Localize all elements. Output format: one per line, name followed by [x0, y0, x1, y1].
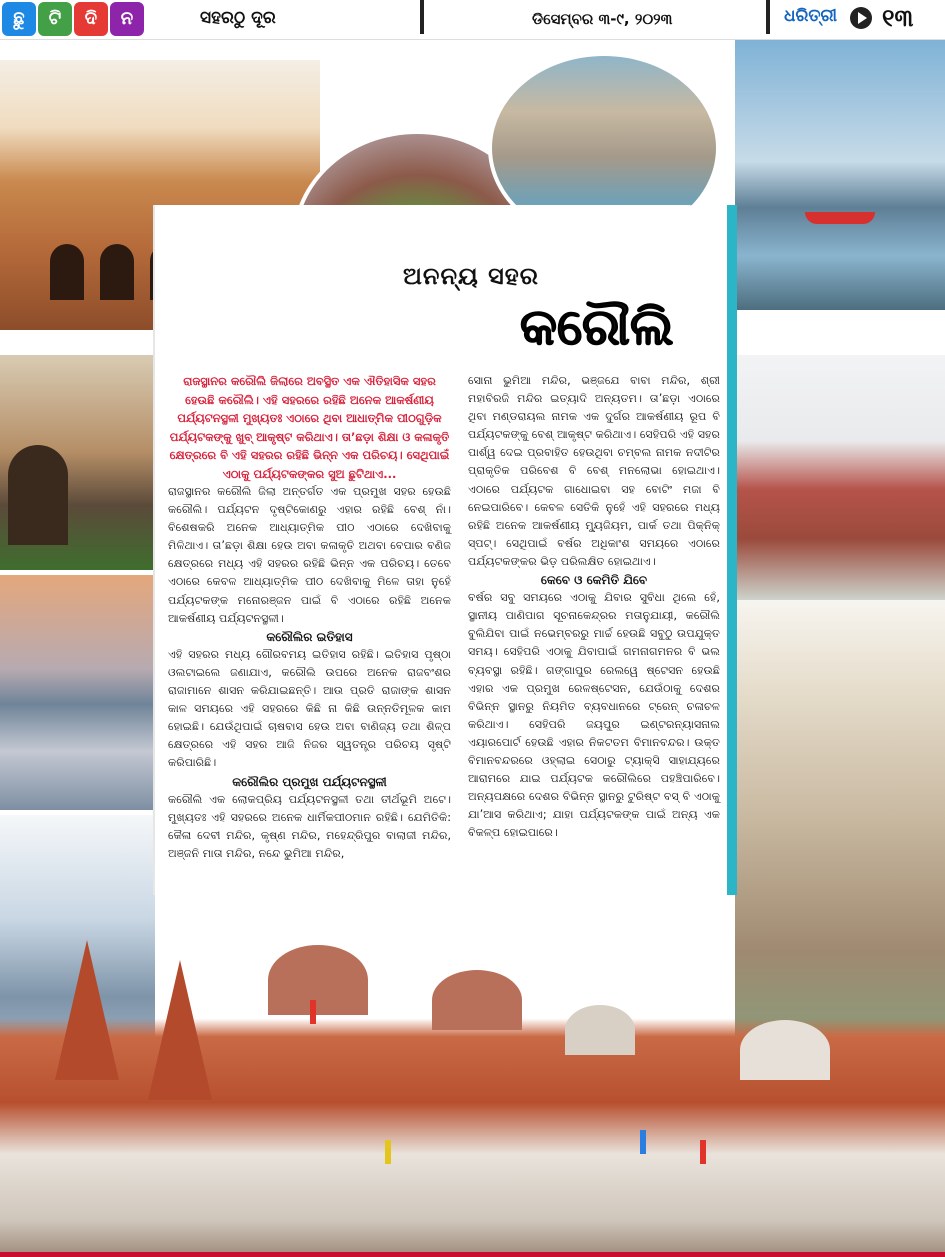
chhatri-photo [735, 355, 945, 600]
publication-logo: ଧରିତ୍ରୀ [784, 6, 838, 26]
article-paragraph: ରାଜସ୍ଥାନର କରୌଲି ଜିଲା ଅନ୍ତର୍ଗତ ଏକ ପ୍ରମୁଖ ସହର ହେଉଛି କରୌଲି। ପର୍ଯ୍ୟଟନ ଦୃଷ୍ଟିକୋଣରୁ ଏହାର ରହିଛି ବେଶ୍ ନାଁ। ବିଶେଷକରି ଅନେକ ଆଧ୍ୟାତ୍ମିକ ପୀଠ ଏଠାରେ ଦେଖିବାକୁ ମିଳିଥାଏ। ତା’ଛଡ଼ା ଶିକ୍ଷା ହେଉ ଅବା କଳାକୃତି ଅଥବା ବେପାର ବଣିଜ କ୍ଷେତ୍ରରେ ମଧ୍ୟ ଏହି ସହରର ରହିଛି ଭିନ୍ନ ଏକ ପରିଚୟ। ତେବେ ଏଠାରେ କେବଳ ଆଧ୍ୟାତ୍ମିକ ପୀଠ ଦେଖିବାକୁ ମିଳେ ତାହା ନୁହେଁ ପର୍ଯ୍ୟଟକଙ୍କ ମନୋରଞ୍ଜନ ପାଇଁ ବି ଏଠାରେ ରହିଛି ଅନେକ ଆକର୍ଷଣୀୟ ପର୍ଯ୍ୟଟନସ୍ଥଳୀ। [168, 485, 451, 625]
temple-spire [55, 940, 119, 1080]
article-paragraph: ବର୍ଷର ସବୁ ସମୟରେ ଏଠାକୁ ଯିବାର ସୁବିଧା ଥିଲେ ହେଁ, ସ୍ଥାନୀୟ ପାଣିପାଗ ସୂଚନାକେନ୍ଦ୍ରର ମତାନୁଯାୟୀ, କରୌଲି ବୁଲିଯିବା ପାଇଁ ନଭେମ୍ବରରୁ ମାର୍ଚ୍ଚ ହେଉଛି ସବୁଠୁ ଉପଯୁକ୍ତ ସମୟ। ସେହିପରି ଏଠାକୁ ଯିବାପାଇଁ ଗମନାଗମନର ବି ଭଲ ବ୍ୟବସ୍ଥା ରହିଛି। ଗଙ୍ଗାପୁର ରେଲୱେ ଷ୍ଟେସନ ହେଉଛି ଏହାର ଏକ ପ୍ରମୁଖ ରେଳଷ୍ଟେସନ, ଯେଉଁଠାକୁ ଦେଶର ବିଭିନ୍ନ ସ୍ଥାନରୁ ନିୟମିତ ବ୍ୟବଧାନରେ ଟ୍ରେନ୍ ଚଳାଚଳ କରିଥାଏ। ସେହିପରି ଜୟପୁର ଇଣ୍ଟରନ୍ୟାସନାଲ ଏୟାରପୋର୍ଟ ହେଉଛି ଏହାର ନିକଟତମ ବିମାନବନ୍ଦର। ଉକ୍ତ ବିମାନବନ୍ଦରରେ ଓହ୍ଲାଇ ସେଠାରୁ ଟ୍ୟାକ୍ସି ସାହାଯ୍ୟରେ ଆରାମରେ ଯାଇ ପର୍ଯ୍ୟଟକ କରୌଲିରେ ପହଞ୍ଚିପାରିବେ। ଅନ୍ୟପକ୍ଷରେ ଦେଶର ବିଭିନ୍ନ ସ୍ଥାନରୁ ଟୁରିଷ୍ଟ ବସ୍ ବି ଏଠାକୁ ଯା’ଆସ କରିଥାଏ; ଯାହା ପର୍ଯ୍ୟଟକଙ୍କ ପାଇଁ ଅନ୍ୟ ଏକ ବିକଳ୍ପ ହୋଇପାରେ। [468, 591, 720, 840]
subheading-history: କରୌଲିର ଇତିହାସ [266, 629, 353, 644]
issue-date: ଡିସେମ୍ବର ୩-୯, ୨୦୨୩ [532, 10, 673, 28]
article-paragraph: ସୋନା ଭୁମିଆ ମନ୍ଦିର, ଭଞ୍ଜଯେ ବାବା ମନ୍ଦିର, ଶ୍ରୀ ମହାବିରଜି ମନ୍ଦିର ଇତ୍ୟାଦି ଅନ୍ୟତମ। ତା’ଛଡ଼ା ଏଠାରେ ଥିବା ମଣ୍ଡରାୟଲ ନାମକ ଏକ ଦୁର୍ଗର ଆକର୍ଷଣୀୟ ରୂପ ବି ପର୍ଯ୍ୟଟକଙ୍କୁ ବେଶ୍ ଆକୃଷ୍ଟ କରିଥାଏ। ସେହିପରି ଏହି ସହର ପାର୍ଶ୍ୱ ଦେଇ ପ୍ରବାହିତ ହେଉଥିବା ଚମ୍ବଲ ନାମକ ନଦୀଟିର ପ୍ରାକୃତିକ ପରିବେଶ ବି ବେଶ୍ ମନଲୋଭା ହୋଇଥାଏ। ଏଠାରେ ପର୍ଯ୍ୟଟକ ଗାଧୋଇବା ସହ ବୋଟିଂ ମଜା ବି ନେଇପାରିବେ। କେବଳ ସେତିକି ନୁହେଁ ଏହି ସହରରେ ମଧ୍ୟ ରହିଛି ଅନେକ ଆକର୍ଷଣୀୟ ମ୍ୟୁଜିୟମ, ପାର୍କ ତଥା ପିକ୍‌ନିକ୍ ସ୍ପଟ୍। ସେଥିପାଇଁ ବର୍ଷର ଅଧିକାଂଶ ସମୟରେ ଏଠାରେ ପର୍ଯ୍ୟଟକଙ୍କର ଭିଡ଼ ପରିଲକ୍ଷିତ ହୋଇଥାଏ। [468, 374, 720, 568]
arch-photo-left [0, 355, 155, 570]
temple-spire [148, 960, 212, 1100]
temple-dome [268, 945, 368, 1015]
article-paragraph: ଏହି ସହରର ମଧ୍ୟ ଗୌରବମୟ ଇତିହାସ ରହିଛି। ଇତିହାସ ପୃଷ୍ଠା ଓଲଟାଇଲେ ଜଣାଯାଏ, କରୌଲି ଉପରେ ଅନେକ ରାଜବଂଶର ରାଜାମାନେ ଶାସନ କରିଯାଇଛନ୍ତି। ଆଉ ପ୍ରତି ରାଜାଙ୍କ ଶାସନ କାଳ ସମୟରେ ଏହି ସହରରେ କିଛି ନା କିଛି ଉନ୍ନତିମୂଳକ କାମ ହୋଇଛି। ଯେଉଁଥିପାଇଁ ଚାଷବାସ ହେଉ ଅବା ବାଣିଜ୍ୟ ତଥା ଶିଳ୍ପ କ୍ଷେତ୍ରରେ ଏହି ସହର ଆଜି ନିଜର ସ୍ୱତନ୍ତ୍ର ପରିଚୟ ସୃଷ୍ଟି କରିପାରିଛି। [168, 647, 451, 770]
brand-letter-1: ଛୁ [2, 2, 36, 36]
article-column-2 [468, 372, 720, 842]
page-number: ୧୩ [882, 4, 914, 32]
subheading-attractions: କରୌଲିର ପ୍ରମୁଖ ପର୍ଯ୍ୟଟନସ୍ଥଳୀ [232, 774, 387, 789]
temple-photo [0, 890, 945, 1257]
temple-dome [432, 970, 522, 1030]
boat-shape [805, 212, 875, 224]
footer-rule [0, 1252, 945, 1257]
page-header [0, 0, 945, 40]
temple-dome [565, 1005, 635, 1055]
lake-photo-right [735, 40, 945, 310]
article-paragraph: କରୌଲି ଏକ ଲୋକପ୍ରିୟ ପର୍ଯ୍ୟଟନସ୍ଥଳୀ ତଥା ତୀର୍ଥଭୂମି ଅଟେ। ମୁଖ୍ୟତଃ ଏହି ସହରରେ ଅନେକ ଧାର୍ମିକପୀଠମାନ ରହିଛି। ଯେମିତିକି: କୈଳା ଦେବୀ ମନ୍ଦିର, କୃଷ୍ଣ ମନ୍ଦିର, ମହେନ୍ଦ୍ରିପୁର ବାଲାଜୀ ମନ୍ଦିର, ଅଞ୍ଜନି ମାତା ମନ୍ଦିର, ନନ୍ଦେ ଭୁମିଆ ମନ୍ଦିର, [168, 792, 451, 860]
subheading-how-to-go: କେବେ ଓ କେମିତି ଯିବେ [540, 573, 648, 588]
article-title: କରୌଲି [520, 298, 674, 356]
sunset-lake-photo [0, 575, 155, 810]
article-kicker: ଅନନ୍ୟ ସହର [403, 262, 539, 290]
brand-letter-4: ନ [110, 2, 144, 36]
article-lead: ରାଜସ୍ଥାନର କରୌଲି ଜିଲାରେ ଅବସ୍ଥିତ ଏକ ଐତିହାସିକ ସହର ହେଉଛି କରୌଲି। ଏହି ସହରରେ ରହିଛି ଅନେକ ଆକର୍ଷଣୀୟ ପର୍ଯ୍ୟଟନସ୍ଥଳୀ ମୁଖ୍ୟତଃ ଏଠାରେ ଥିବା ଆଧାତ୍ମିକ ପୀଠଗୁଡ଼ିକ ପର୍ଯ୍ୟଟକଙ୍କୁ ଖୁବ୍ ଆକୃଷ୍ଟ କରିଥାଏ। ତା’ଛଡ଼ା ଶିକ୍ଷା ଓ କଳାକୃତି କ୍ଷେତ୍ରରେ ବି ଏହି ସହରର ରହିଛି ଭିନ୍ନ ଏକ ପରିଚୟ। ସେଥିପାଇଁ ଏଠାକୁ ପର୍ଯ୍ୟଟକଙ୍କର ସୁଅ ଛୁଟିଥାଏ... [169, 374, 450, 481]
play-arrow-icon [850, 7, 872, 29]
brand-letter-3: ଦି [74, 2, 108, 36]
section-brand-logo [2, 2, 144, 36]
brand-letter-2: ଟି [38, 2, 72, 36]
article-column-1 [168, 372, 451, 863]
section-title: ସହରଠୁ ଦୂର [200, 8, 276, 28]
temple-dome [740, 1020, 830, 1080]
header-divider [420, 0, 424, 34]
header-divider [766, 0, 770, 34]
